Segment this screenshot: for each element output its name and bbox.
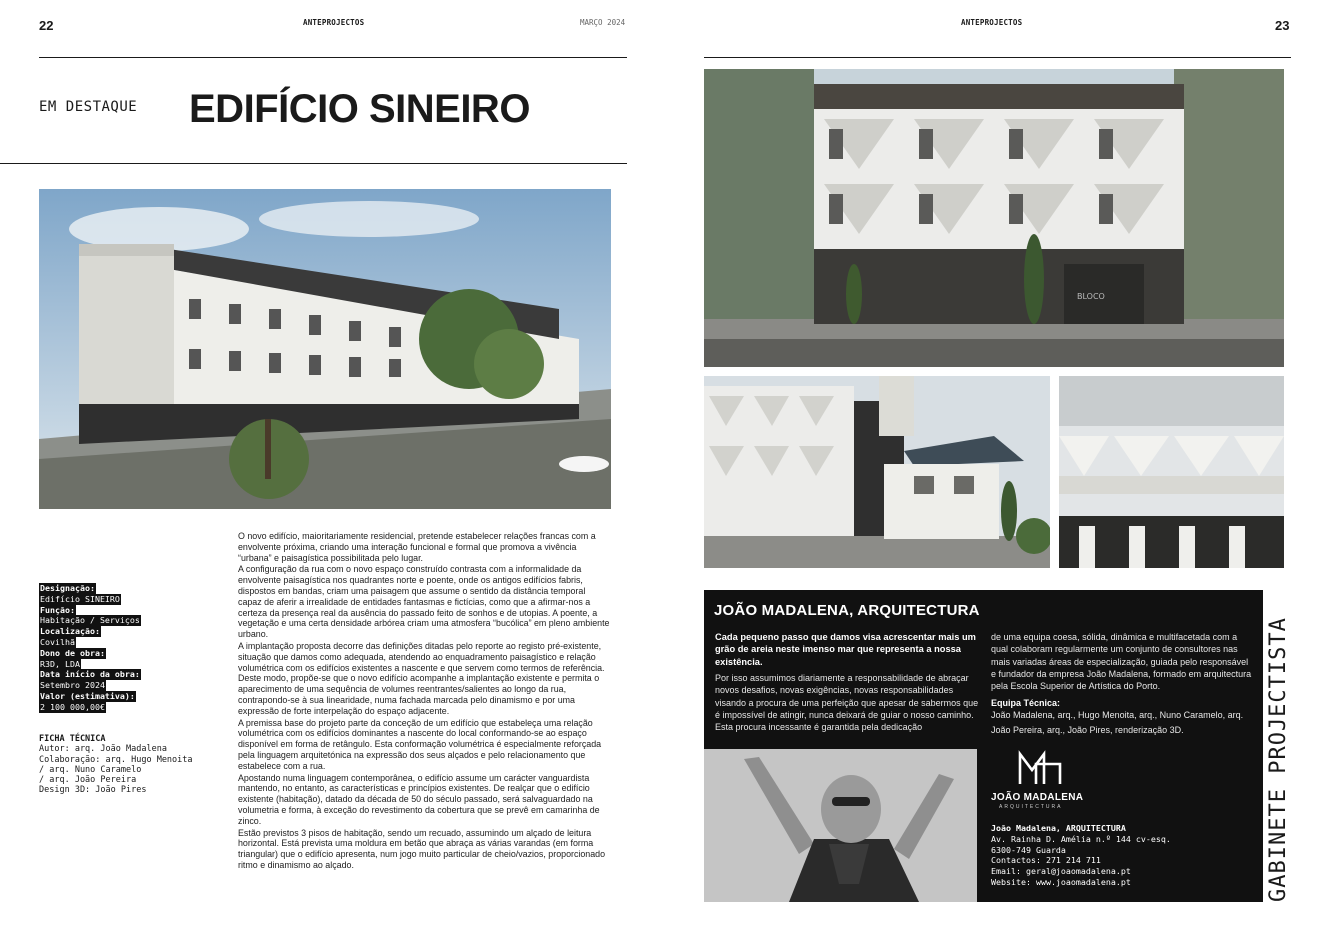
left-page-number: 22 [39, 18, 54, 33]
magazine-name-right: ANTEPROJECTOS [961, 18, 1023, 27]
ficha-value-designacao: Edifício SINEIRO [40, 593, 120, 604]
article-paragraph: Estão previstos 3 pisos de habitação, sendo um recuado, assumindo um alçado de leitura horizontal. Está prevista uma moldura em betão que abraça as várias varandas (em forma triangular) que o edifício apresenta, num jogo muito particular de cheio/vazios, proporcionado ritmo e dinamismo ao alçado. [238, 827, 606, 870]
technical-sheet [39, 734, 219, 796]
facade-render-image [704, 69, 1284, 367]
page-title: EDIFÍCIO SINEIRO [189, 87, 530, 131]
ficha-label-valor: Valor (estimativa): [40, 690, 135, 701]
contact-phone: Contactos: 271 214 711 [991, 855, 1101, 866]
technical-sheet-line: / arq. João Pereira [39, 775, 137, 786]
ficha-label-dono: Dono de obra: [40, 647, 105, 658]
contact-website[interactable]: Website: www.joaomadalena.pt [991, 876, 1131, 887]
ficha-label-funcao: Função: [40, 604, 75, 615]
team-block [991, 697, 1259, 736]
article-body [238, 531, 610, 872]
facade-render [704, 69, 1284, 367]
team-line: João Madalena, arq., Hugo Menoita, arq., Nuno Caramelo, arq. [991, 710, 1244, 721]
technical-sheet-line: Autor: arq. João Madalena [39, 744, 167, 755]
main-building-render [39, 189, 611, 509]
issue-date: MARÇO 2024 [580, 18, 626, 27]
team-line: João Pereira, arq., João Pires, renderização 3D. [991, 724, 1184, 735]
technical-sheet-line: / arq. Nuno Caramelo [39, 764, 142, 775]
facade-sign: BLOCO [1077, 292, 1105, 301]
profile-body-left: Por isso assumimos diariamente a responsabilidade de abraçar novos desafios, novas exigências, novas responsabilidades visando a procura de uma perfeição que apesar de sabermos que é impossível de atingir, nunca deixará de guiar o nosso caminho. Esta procura incessante é garantida pela dedicação [715, 673, 979, 733]
vertical-section-label: GABINETE PROJECTISTA [1266, 617, 1291, 902]
ficha-value-funcao: Habitação / Serviços [40, 615, 140, 626]
ficha-value-data: Setembro 2024 [40, 680, 105, 691]
technical-sheet-line: Colaboração: arq. Hugo Menoita [39, 754, 193, 765]
contact-address: Av. Rainha D. Amélia n.º 144 cv-esq. [991, 833, 1171, 844]
article-paragraph: A implantação proposta decorre das definições ditadas pelo reporte ao registo pré-existente, situação que damos como adequada, atendendo ao enquadramento paisagístico e relação volumétrica com os edifícios existentes a nascente e que servem como termos de referência. Deste modo, propõe-se que o novo edifício acompanhe a implantação existente e permita o aparecimento de uma sequência de volumes reentrantes/salientes ao longo da rua, contrapondo-se à sua linearidade, numa fachada marcada pelo dinamismo e por uma expressão de forte interpelação do espaço adjacente. [238, 640, 605, 716]
detail-render [1059, 376, 1284, 568]
header-rule-left [39, 57, 627, 58]
magazine-name-left: ANTEPROJECTOS [303, 18, 365, 27]
ficha-value-valor: 2 100 000,00€ [40, 701, 105, 712]
ficha-value-dono: R3D, LDA [40, 658, 80, 669]
technical-sheet-line: Design 3D: João Pires [39, 785, 147, 796]
logo-wordmark: JOÃO MADALENA [991, 792, 1084, 803]
section-label: EM DESTAQUE [39, 99, 138, 115]
project-datasheet [39, 583, 189, 713]
logo-tagline: ARQUITECTURA [999, 804, 1063, 810]
right-page-number: 23 [1275, 18, 1290, 33]
header-rule-right [704, 57, 1291, 58]
team-heading: Equipa Técnica: [991, 698, 1061, 708]
technical-sheet-heading: FICHA TÉCNICA [39, 734, 106, 744]
profile-title: JOÃO MADALENA, ARQUITECTURA [714, 602, 980, 619]
contact-name: João Madalena, ARQUITECTURA [991, 823, 1126, 833]
profile-body-right: de uma equipa coesa, sólida, dinâmica e multifacetada com a qual colaboram regularmente um conjunto de consultores nas mais variadas áreas de especialização, guiada pelo responsável e fundador da empresa João Madalena, formado em arquitectura pela Escola Superior de Artística do Porto. [991, 632, 1252, 692]
building-render-image [39, 189, 611, 509]
ficha-label-localizacao: Localização: [40, 626, 100, 637]
ficha-label-designacao: Designação: [40, 583, 95, 593]
article-paragraph: A premissa base do projeto parte da conceção de um edifício que estabeleça uma relação volumétrica com os edifícios dominantes a nascente do local conformando-se ao espaço disponível em forma de retângulo. Esta conformação volumétrica é especialmente reforçada pela linguagem arquitetónica na expressão dos seus alçados e pelo relacionamento que estabelece com a rua. [238, 717, 602, 771]
profile-lead: Cada pequeno passo que damos visa acrescentar mais um grão de areia neste imenso mar que representa a nossa existência. [715, 632, 976, 667]
contact-email[interactable]: Email: geral@joaomadalena.pt [991, 866, 1131, 877]
article-paragraph: O novo edifício, maioritariamente residencial, pretende estabelecer relações francas com a envolvente próxima, criando uma interação funcional e formal que promova a vivência “urbana” e paisagística possibilitada pelo lugar. [238, 531, 596, 563]
architect-portrait [704, 749, 977, 902]
article-paragraph: Apostando numa linguagem contemporânea, o edifício assume um carácter vanguardista mantendo, no entanto, as características e princípios existentes. De realçar que o edifício existente (habitação), datado da década de 50 do século passado, será salvaguardado na volumetria e forma, à exceção do revestimento da cobertura que se prevê em camarinha de zinco. [238, 772, 600, 826]
balcony-detail-render-image [1059, 376, 1284, 568]
street-render [704, 376, 1050, 568]
contact-block [991, 823, 1259, 888]
company-logo-icon [1018, 750, 1062, 786]
title-rule [0, 163, 627, 164]
contact-postcode: 6300-749 Guarda [991, 844, 1066, 855]
ficha-label-data: Data início da obra: [40, 669, 140, 680]
architect-portrait-image [704, 749, 977, 902]
article-paragraph: A configuração da rua com o novo espaço construído contrasta com a informalidade da envolvente paisagística nos quadrantes norte e poente, onde os antigos edifícios fabris, dispostos em bandas, criam uma paisagem que assume o sentido da distância temporal capaz de aferir a irrealidade de entidades fantasmas e fictícias, como que a afirmar-nos a certeza da presença real da ausência do passado feito de sonhos e de utopias. A poente, a vegetação e uma certa densidade arbórea criam uma atmosfera “bucólica” em pleno ambiente urbano. [238, 564, 610, 640]
street-render-image [704, 376, 1050, 568]
ficha-value-localizacao: Covilhã [40, 636, 75, 647]
